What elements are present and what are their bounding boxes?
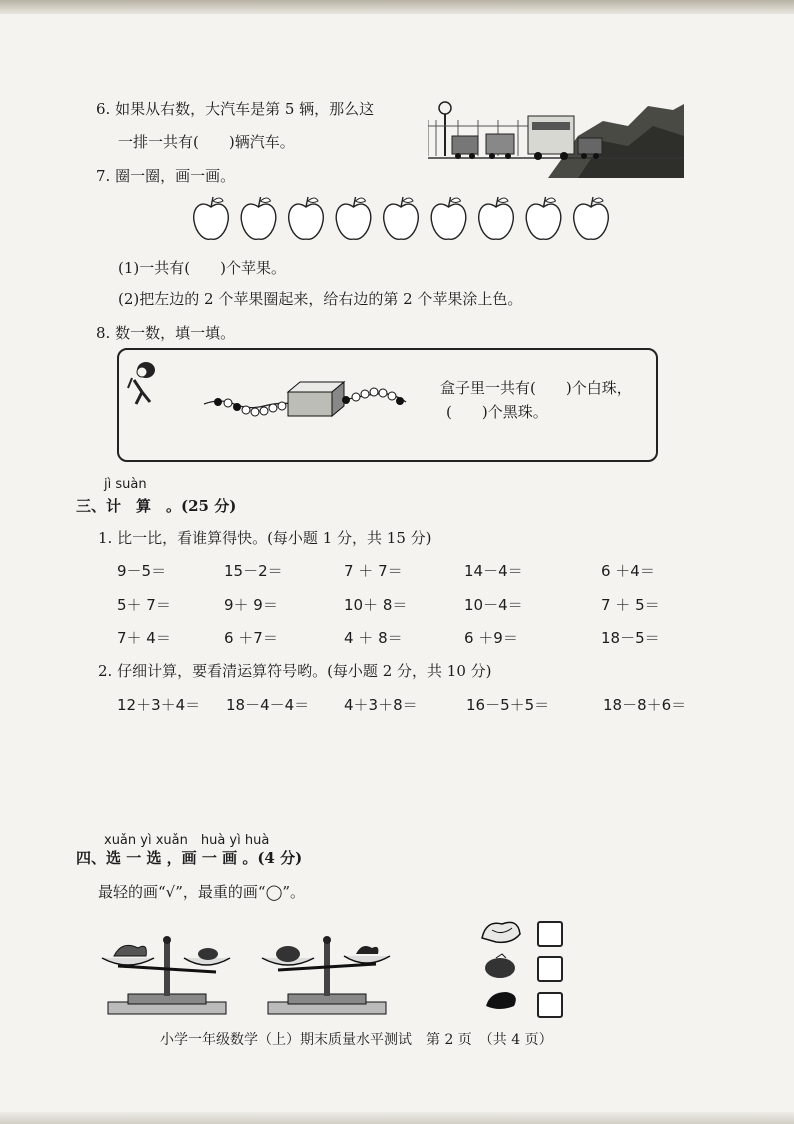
- section4-instruction: 最轻的画“√”，最重的画“◯”。: [98, 883, 306, 901]
- section3-pinyin: jì suàn: [104, 477, 147, 492]
- section3-title: 三、计 算 。(25 分): [76, 497, 237, 515]
- q6-line2: 一排一共有( )辆汽车。: [118, 133, 295, 151]
- calc-item: 9－5＝: [117, 562, 167, 580]
- calc-item: 18－5＝: [601, 629, 660, 647]
- apple-icon: [479, 197, 514, 239]
- calc-item: 16－5＋5＝: [466, 696, 550, 714]
- apple-icon: [384, 197, 419, 239]
- calc-item: 4＋3＋8＝: [344, 696, 418, 714]
- scan-top-shadow: [0, 0, 794, 14]
- box-3d: [288, 382, 344, 416]
- apple-icon: [526, 197, 561, 239]
- calc-item: 14－4＝: [464, 562, 523, 580]
- calc-part1-title: 1. 比一比，看谁算得快。(每小题 1 分，共 15 分): [98, 529, 432, 547]
- calc-item: 10－4＝: [464, 596, 523, 614]
- balance-scale-1: [98, 932, 238, 1018]
- page-footer: 小学一年级数学（上）期末质量水平测试 第 2 页 （共 4 页）: [160, 1032, 553, 1048]
- calc-item: 12＋3＋4＝: [117, 696, 201, 714]
- right-beads: [342, 388, 404, 405]
- calc-item: 18－4－4＝: [226, 696, 310, 714]
- answer-box-tomato[interactable]: [537, 956, 563, 982]
- calc-item: 4 ＋ 8＝: [344, 629, 403, 647]
- q8-text2: ( )个黑珠。: [446, 403, 548, 421]
- calc-item: 7 ＋ 5＝: [601, 596, 660, 614]
- cabbage-icon: [482, 922, 520, 942]
- q6-line1: 6. 如果从右数，大汽车是第 5 辆，那么这: [96, 100, 375, 118]
- beads-picture: [200, 372, 414, 426]
- answer-box-cabbage[interactable]: [537, 921, 563, 947]
- child-icon: [124, 358, 162, 406]
- calc-item: 5＋ 7＝: [117, 596, 171, 614]
- apple-row: [188, 193, 614, 243]
- calc-item: 15－2＝: [224, 562, 283, 580]
- q8-title: 8. 数一数，填一填。: [96, 324, 236, 342]
- apple-icon: [574, 197, 609, 239]
- apple-icon: [194, 197, 229, 239]
- answer-box-eggplant[interactable]: [537, 992, 563, 1018]
- food-icons: [478, 914, 526, 1014]
- calc-item: 7 ＋ 7＝: [344, 562, 403, 580]
- calc-item: 6 ＋7＝: [224, 629, 278, 647]
- scan-bottom-shadow: [0, 1112, 794, 1124]
- apple-icon: [289, 197, 324, 239]
- calc-item: 9＋ 9＝: [224, 596, 278, 614]
- cars-picture: [428, 96, 684, 178]
- tomato-icon: [485, 954, 515, 978]
- balance-scale-2: [258, 932, 398, 1018]
- section4-title: 四、选 一 选 ，画 一 画 。(4 分): [76, 849, 303, 867]
- apple-icon: [431, 197, 466, 239]
- calc-item: 6 ＋9＝: [464, 629, 518, 647]
- q8-text1: 盒子里一共有( )个白珠，: [440, 379, 632, 397]
- q7-sub1: (1)一共有( )个苹果。: [118, 259, 286, 277]
- calc-item: 18－8＋6＝: [603, 696, 687, 714]
- calc-part2-title: 2. 仔细计算，要看清运算符号哟。(每小题 2 分，共 10 分): [98, 662, 492, 680]
- big-bus: [528, 116, 574, 160]
- q7-sub2: (2)把左边的 2 个苹果圈起来，给右边的第 2 个苹果涂上色。: [118, 290, 523, 308]
- eggplant-icon: [486, 992, 516, 1009]
- calc-item: 7＋ 4＝: [117, 629, 171, 647]
- apple-icon: [336, 197, 371, 239]
- apple-icon: [241, 197, 276, 239]
- section4-pinyin: xuǎn yì xuǎn huà yì huà: [104, 833, 270, 848]
- q7-title: 7. 圈一圈，画一画。: [96, 167, 236, 185]
- calc-item: 10＋ 8＝: [344, 596, 408, 614]
- calc-item: 6 ＋4＝: [601, 562, 655, 580]
